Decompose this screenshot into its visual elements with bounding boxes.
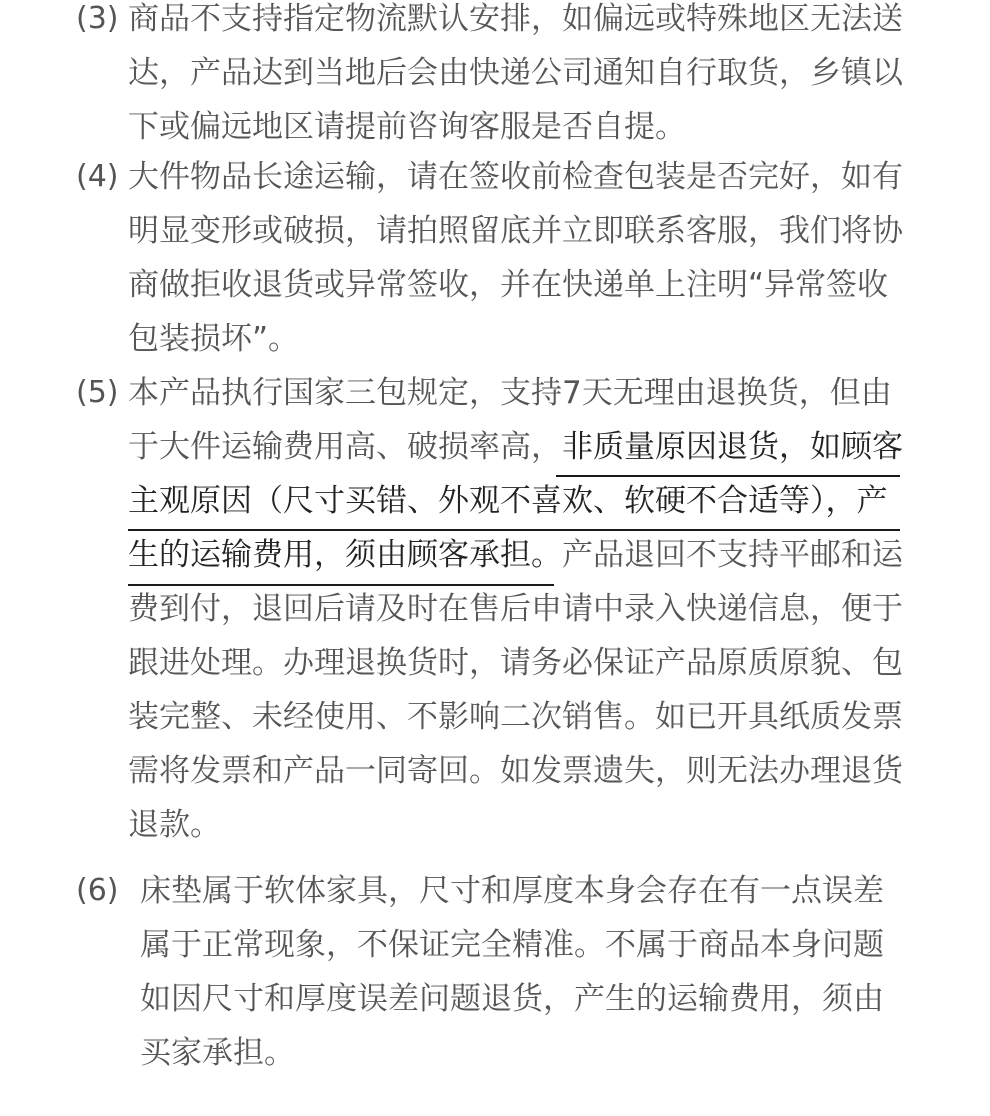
item-line: 本产品执行国家三包规定，支持7天无理由退换货，但由 <box>128 375 892 411</box>
item-number: (4) <box>76 159 119 194</box>
emphasized-text: 主观原因（尺寸买错、外观不喜欢、软硬不合适等），产 <box>128 483 888 519</box>
item-line: 跟进处理。办理退换货时，请务必保证产品原质原貌、包 <box>128 645 903 681</box>
emphasized-text: 非质量原因退货，如顾客 <box>562 429 903 465</box>
item-line: 包装损坏”。 <box>128 321 300 357</box>
item-number: (5) <box>76 375 119 410</box>
item-line: 达，产品达到当地后会由快递公司通知自行取货，乡镇以 <box>128 55 903 91</box>
item-line: 明显变形或破损，请拍照留底并立即联系客服，我们将协 <box>128 213 903 249</box>
item-line: 需将发票和产品一同寄回。如发票遗失，则无法办理退货 <box>128 753 903 789</box>
item-number: (3) <box>76 1 119 36</box>
item-line: 床垫属于软体家具，尺寸和厚度本身会存在有一点误差 <box>140 873 884 909</box>
item-number: (6) <box>76 873 119 908</box>
emphasized-text: 生的运输费用，须由顾客承担。 <box>128 537 562 573</box>
item-line: 商做拒收退货或异常签收，并在快递单上注明“异常签收 <box>128 267 889 303</box>
item-line: 于大件运输费用高、破损率高， <box>128 429 562 465</box>
item-line: 买家承担。 <box>140 1035 295 1071</box>
item-line: 如因尺寸和厚度误差问题退货，产生的运输费用，须由 <box>140 981 884 1017</box>
item-line: 退款。 <box>128 807 221 843</box>
item-line: 费到付，退回后请及时在售后申请中录入快递信息，便于 <box>128 591 903 627</box>
item-line: 大件物品长途运输，请在签收前检查包装是否完好，如有 <box>128 159 903 195</box>
item-line: 产品退回不支持平邮和运 <box>562 537 903 573</box>
item-line: 下或偏远地区请提前咨询客服是否自提。 <box>128 109 686 145</box>
item-line: 商品不支持指定物流默认安排，如偏远或特殊地区无法送 <box>128 1 903 37</box>
item-line: 装完整、未经使用、不影响二次销售。如已开具纸质发票 <box>128 699 903 735</box>
item-line: 属于正常现象，不保证完全精准。不属于商品本身问题 <box>140 927 884 963</box>
